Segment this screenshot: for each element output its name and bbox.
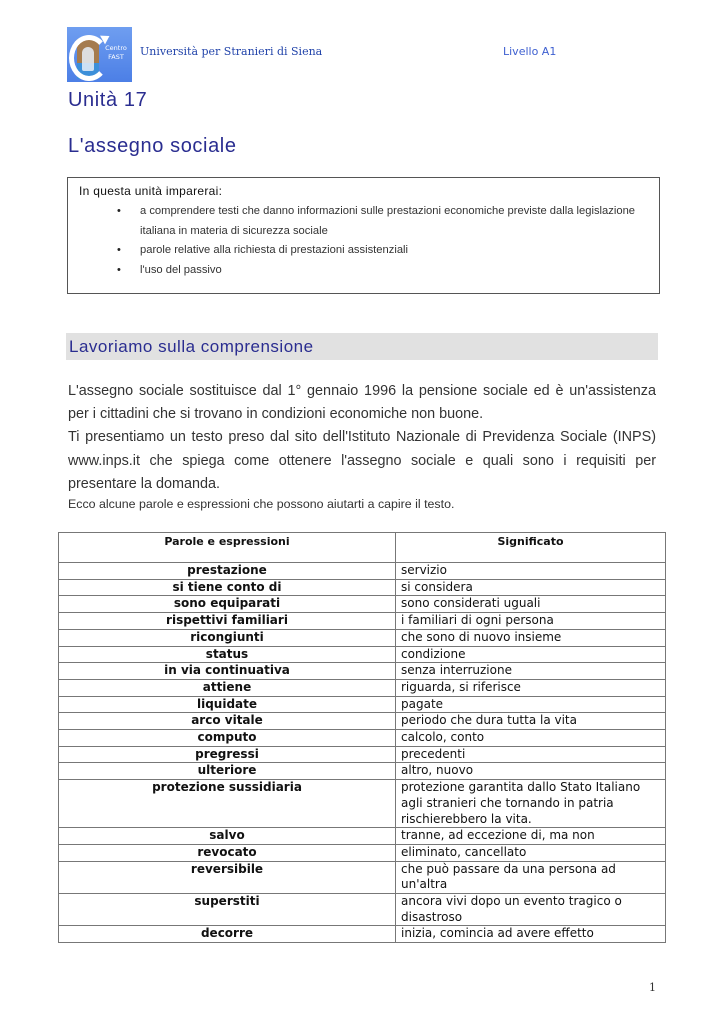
section-title: Lavoriamo sulla comprensione <box>69 337 314 356</box>
objective-text: l'uso del passivo <box>140 263 222 276</box>
logo-label-line2: FAST <box>108 53 124 61</box>
table-row <box>59 563 666 580</box>
definition-cell: ancora vivi dopo un evento tragico o disastroso <box>396 894 666 926</box>
logo-label-line1: Centro <box>105 44 127 52</box>
definition-cell: si considera <box>396 579 666 596</box>
definition-cell: periodo che dura tutta la vita <box>396 713 666 730</box>
column-header-definition: Significato <box>396 533 666 563</box>
definition-cell: protezione garantita dallo Stato Italiano agli stranieri che tornando in patria rischierebbero la vita. <box>396 780 666 828</box>
objective-item <box>68 261 659 281</box>
definition-cell: che può passare da una persona ad un'altra <box>396 861 666 893</box>
table-row <box>59 596 666 613</box>
university-name: Università per Stranieri di Siena <box>140 45 323 58</box>
objective-text: a comprendere testi che danno informazioni sulle prestazioni economiche previste dalla legislazione italiana in materia di sicurezza sociale <box>140 205 636 237</box>
table-row <box>59 679 666 696</box>
table-row <box>59 763 666 780</box>
bullet-icon: • <box>117 244 121 256</box>
table-row <box>59 746 666 763</box>
helper-text: Ecco alcune parole e espressioni che possono aiutarti a capire il testo. <box>68 497 455 511</box>
objective-item <box>68 202 659 241</box>
term-cell: computo <box>59 730 396 747</box>
term-cell: superstiti <box>59 894 396 926</box>
term-cell: attiene <box>59 679 396 696</box>
table-row <box>59 713 666 730</box>
term-cell: rispettivi familiari <box>59 613 396 630</box>
table-row <box>59 894 666 926</box>
table-row <box>59 926 666 943</box>
definition-cell: servizio <box>396 563 666 580</box>
definition-cell: che sono di nuovo insieme <box>396 629 666 646</box>
table-row <box>59 646 666 663</box>
table-row <box>59 579 666 596</box>
definition-cell: sono considerati uguali <box>396 596 666 613</box>
bullet-icon: • <box>117 263 121 276</box>
definition-cell: eliminato, cancellato <box>396 844 666 861</box>
term-cell: ricongiunti <box>59 629 396 646</box>
bullet-icon: • <box>117 205 121 217</box>
table-row <box>59 629 666 646</box>
unit-title: Unità 17 <box>68 89 148 111</box>
table-row <box>59 613 666 630</box>
intro-text <box>68 380 656 496</box>
column-header-term: Parole e espressioni <box>59 533 396 563</box>
table-row <box>59 780 666 828</box>
table-row <box>59 696 666 713</box>
table-row <box>59 861 666 893</box>
paragraph: Ti presentiamo un testo preso dal sito dell'Istituto Nazionale di Previdenza Sociale (INPS) www.inps.it che spiega come ottenere l'assegno sociale e quali sono i requisiti per presentare la domanda. <box>68 429 656 492</box>
term-cell: salvo <box>59 828 396 845</box>
term-cell: in via continuativa <box>59 663 396 680</box>
lesson-title: L'assegno sociale <box>68 135 237 157</box>
definition-cell: condizione <box>396 646 666 663</box>
table-row <box>59 663 666 680</box>
term-cell: pregressi <box>59 746 396 763</box>
definition-cell: i familiari di ogni persona <box>396 613 666 630</box>
definition-cell: altro, nuovo <box>396 763 666 780</box>
term-cell: status <box>59 646 396 663</box>
definition-cell: precedenti <box>396 746 666 763</box>
term-cell: decorre <box>59 926 396 943</box>
term-cell: ulteriore <box>59 763 396 780</box>
glossary-table <box>58 532 666 943</box>
definition-cell: calcolo, conto <box>396 730 666 747</box>
definition-cell: inizia, comincia ad avere effetto <box>396 926 666 943</box>
definition-cell: senza interruzione <box>396 663 666 680</box>
term-cell: sono equiparati <box>59 596 396 613</box>
term-cell: si tiene conto di <box>59 579 396 596</box>
term-cell: protezione sussidiaria <box>59 780 396 828</box>
objective-text: parole relative alla richiesta di prestazioni assistenziali <box>140 244 409 256</box>
term-cell: reversibile <box>59 861 396 893</box>
section-header <box>66 333 658 360</box>
page-number: 1 <box>649 981 656 994</box>
objective-item <box>68 241 659 261</box>
table-header-row <box>59 533 666 563</box>
table-row <box>59 844 666 861</box>
level-label: Livello A1 <box>503 45 557 58</box>
centro-fast-logo-icon <box>67 27 132 82</box>
definition-cell: pagate <box>396 696 666 713</box>
term-cell: prestazione <box>59 563 396 580</box>
objectives-list <box>68 202 659 280</box>
table-row <box>59 828 666 845</box>
objectives-intro: In questa unità imparerai: <box>79 184 223 198</box>
table-row <box>59 730 666 747</box>
definition-cell: riguarda, si riferisce <box>396 679 666 696</box>
paragraph: L'assegno sociale sostituisce dal 1° gennaio 1996 la pensione sociale ed è un'assistenza per i cittadini che si trovano in condizioni economiche non buone. <box>68 383 656 423</box>
definition-cell: tranne, ad eccezione di, ma non <box>396 828 666 845</box>
term-cell: arco vitale <box>59 713 396 730</box>
logo-label <box>101 44 131 62</box>
term-cell: revocato <box>59 844 396 861</box>
objectives-box <box>67 177 660 294</box>
term-cell: liquidate <box>59 696 396 713</box>
